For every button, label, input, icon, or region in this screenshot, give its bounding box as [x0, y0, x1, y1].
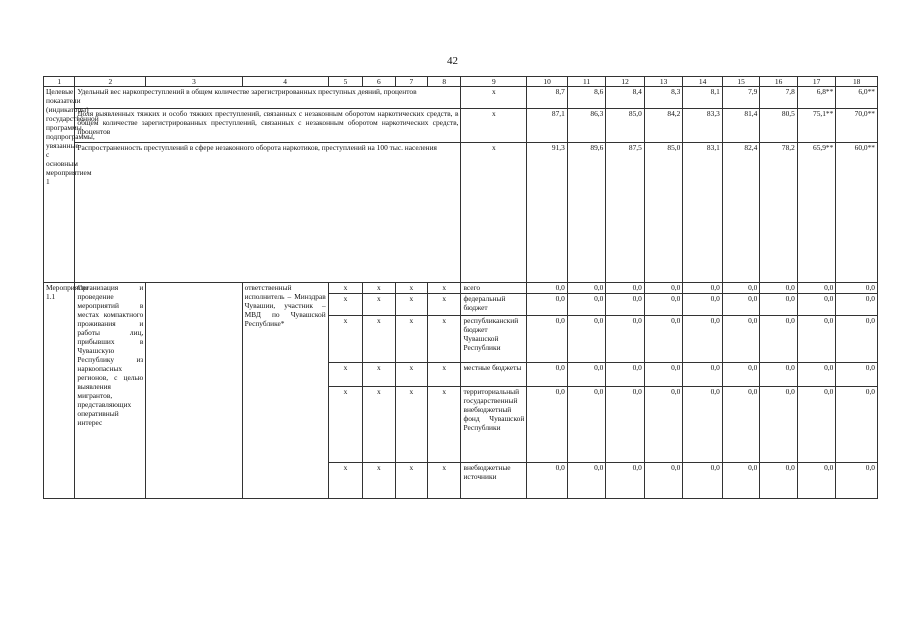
- funding-value: 0,0: [606, 294, 645, 316]
- funding-value: 0,0: [527, 283, 568, 294]
- program-table: [43, 76, 878, 499]
- funding-value: 0,0: [683, 363, 723, 387]
- indicator-value: 8,3: [644, 87, 683, 109]
- funding-code: x: [395, 283, 427, 294]
- funding-source: местные бюджеты: [461, 363, 527, 387]
- funding-value: 0,0: [567, 463, 606, 499]
- indicator-value: 60,0**: [836, 143, 878, 283]
- funding-code: x: [363, 387, 395, 463]
- funding-code: x: [395, 463, 427, 499]
- funding-code: x: [428, 294, 461, 316]
- funding-code: x: [395, 387, 427, 463]
- indicator-value: 85,0: [644, 143, 683, 283]
- funding-value: 0,0: [797, 283, 836, 294]
- funding-value: 0,0: [606, 387, 645, 463]
- indicator-value: 83,1: [683, 143, 723, 283]
- indicator-value: 84,2: [644, 109, 683, 143]
- funding-value: 0,0: [606, 283, 645, 294]
- indicator-value: 82,4: [722, 143, 759, 283]
- funding-value: 0,0: [836, 316, 878, 363]
- indicator-x: x: [461, 87, 527, 109]
- funding-value: 0,0: [527, 316, 568, 363]
- funding-value: 0,0: [760, 363, 797, 387]
- measure-name: Организация и проведение мероприятий в местах компактного проживания и работы лиц, прибывших в Чувашскую Республику из наркоопасных регионов, с целью выявления мигрантов, представляющих оперативный интерес: [75, 283, 146, 499]
- column-number: 14: [683, 77, 723, 87]
- column-number: 16: [760, 77, 797, 87]
- indicator-text: Доля выявленных тяжких и особо тяжких преступлений, связанных с незаконным оборотом наркотических средств, в общем количестве зарегистрированных преступлений, связанных с незаконным оборотом наркотических средств, процентов: [75, 109, 461, 143]
- funding-value: 0,0: [760, 283, 797, 294]
- indicator-value: 85,0: [606, 109, 645, 143]
- funding-source: республиканский бюджет Чувашской Республики: [461, 316, 527, 363]
- funding-value: 0,0: [722, 463, 759, 499]
- indicator-value: 78,2: [760, 143, 797, 283]
- indicator-value: 70,0**: [836, 109, 878, 143]
- column-number: 7: [395, 77, 427, 87]
- indicator-value: 8,1: [683, 87, 723, 109]
- funding-value: 0,0: [644, 363, 683, 387]
- measure-responsible: ответственный исполнитель – Минздрав Чувашии, участник – МВД по Чувашской Республике*: [242, 283, 328, 499]
- funding-value: 0,0: [797, 294, 836, 316]
- indicator-value: 75,1**: [797, 109, 836, 143]
- funding-code: x: [363, 463, 395, 499]
- column-number: 10: [527, 77, 568, 87]
- column-number: 5: [328, 77, 362, 87]
- indicator-value: 86,3: [567, 109, 606, 143]
- indicator-value: 8,4: [606, 87, 645, 109]
- indicator-value: 65,9**: [797, 143, 836, 283]
- table-body: [44, 77, 878, 499]
- funding-value: 0,0: [527, 387, 568, 463]
- funding-value: 0,0: [836, 294, 878, 316]
- measure-label: Мероприятие 1.1: [44, 283, 75, 499]
- funding-row: [44, 283, 878, 294]
- funding-value: 0,0: [644, 294, 683, 316]
- indicator-value: 91,3: [527, 143, 568, 283]
- funding-code: x: [328, 363, 362, 387]
- column-number: 9: [461, 77, 527, 87]
- funding-value: 0,0: [722, 363, 759, 387]
- page-number: 42: [447, 55, 458, 67]
- funding-value: 0,0: [606, 363, 645, 387]
- funding-code: x: [363, 316, 395, 363]
- column-number: 3: [146, 77, 242, 87]
- funding-source: федеральный бюджет: [461, 294, 527, 316]
- indicator-row: [44, 143, 878, 283]
- funding-value: 0,0: [797, 463, 836, 499]
- funding-value: 0,0: [644, 316, 683, 363]
- funding-value: 0,0: [722, 283, 759, 294]
- funding-value: 0,0: [722, 387, 759, 463]
- funding-value: 0,0: [683, 387, 723, 463]
- funding-code: x: [395, 316, 427, 363]
- funding-value: 0,0: [797, 387, 836, 463]
- indicator-value: 8,7: [527, 87, 568, 109]
- funding-value: 0,0: [567, 283, 606, 294]
- funding-value: 0,0: [683, 283, 723, 294]
- column-number: 18: [836, 77, 878, 87]
- indicator-value: 81,4: [722, 109, 759, 143]
- indicator-row: [44, 109, 878, 143]
- funding-value: 0,0: [683, 463, 723, 499]
- indicator-value: 89,6: [567, 143, 606, 283]
- indicator-value: 80,5: [760, 109, 797, 143]
- column-number: 17: [797, 77, 836, 87]
- funding-source: территориальный государственный внебюджетный фонд Чувашской Республики: [461, 387, 527, 463]
- funding-code: x: [328, 387, 362, 463]
- indicator-value: 7,8: [760, 87, 797, 109]
- indicator-x: x: [461, 109, 527, 143]
- funding-value: 0,0: [797, 316, 836, 363]
- column-numbers-row: [44, 77, 878, 87]
- funding-code: x: [328, 316, 362, 363]
- funding-code: x: [395, 294, 427, 316]
- indicator-value: 6,0**: [836, 87, 878, 109]
- funding-value: 0,0: [527, 463, 568, 499]
- funding-value: 0,0: [760, 316, 797, 363]
- funding-value: 0,0: [644, 283, 683, 294]
- indicators-label: Целевые показатели (индикаторы) государственной программы, подпрограммы, увязанные с основным мероприятием 1: [44, 87, 75, 283]
- funding-value: 0,0: [606, 316, 645, 363]
- measure-empty-cell: [146, 283, 242, 499]
- indicator-text: Удельный вес наркопреступлений в общем количестве зарегистрированных преступных деяний, процентов: [75, 87, 461, 109]
- column-number: 2: [75, 77, 146, 87]
- funding-value: 0,0: [567, 363, 606, 387]
- funding-value: 0,0: [836, 283, 878, 294]
- funding-code: x: [428, 387, 461, 463]
- column-number: 4: [242, 77, 328, 87]
- column-number: 13: [644, 77, 683, 87]
- funding-value: 0,0: [760, 387, 797, 463]
- column-number: 1: [44, 77, 75, 87]
- funding-value: 0,0: [797, 363, 836, 387]
- funding-value: 0,0: [527, 294, 568, 316]
- funding-value: 0,0: [760, 294, 797, 316]
- funding-code: x: [328, 283, 362, 294]
- funding-code: x: [328, 463, 362, 499]
- funding-value: 0,0: [567, 294, 606, 316]
- column-number: 11: [567, 77, 606, 87]
- indicator-value: 6,8**: [797, 87, 836, 109]
- funding-code: x: [395, 363, 427, 387]
- funding-value: 0,0: [683, 294, 723, 316]
- funding-value: 0,0: [683, 316, 723, 363]
- indicator-value: 87,1: [527, 109, 568, 143]
- funding-code: x: [363, 363, 395, 387]
- column-number: 6: [363, 77, 395, 87]
- funding-value: 0,0: [606, 463, 645, 499]
- funding-source: внебюджетные источники: [461, 463, 527, 499]
- indicator-value: 83,3: [683, 109, 723, 143]
- funding-value: 0,0: [760, 463, 797, 499]
- funding-code: x: [428, 316, 461, 363]
- indicator-x: x: [461, 143, 527, 283]
- funding-value: 0,0: [722, 294, 759, 316]
- funding-code: x: [363, 283, 395, 294]
- column-number: 8: [428, 77, 461, 87]
- funding-value: 0,0: [836, 387, 878, 463]
- indicator-value: 87,5: [606, 143, 645, 283]
- indicator-row: [44, 87, 878, 109]
- column-number: 12: [606, 77, 645, 87]
- column-number: 15: [722, 77, 759, 87]
- funding-source: всего: [461, 283, 527, 294]
- indicator-text: Распространенность преступлений в сфере незаконного оборота наркотиков, преступлений на 100 тыс. населения: [75, 143, 461, 283]
- funding-value: 0,0: [836, 463, 878, 499]
- funding-code: x: [428, 283, 461, 294]
- funding-value: 0,0: [567, 387, 606, 463]
- funding-code: x: [428, 463, 461, 499]
- funding-value: 0,0: [644, 387, 683, 463]
- funding-value: 0,0: [644, 463, 683, 499]
- funding-code: x: [428, 363, 461, 387]
- funding-code: x: [363, 294, 395, 316]
- indicator-value: 7,9: [722, 87, 759, 109]
- indicator-value: 8,6: [567, 87, 606, 109]
- funding-value: 0,0: [722, 316, 759, 363]
- funding-value: 0,0: [567, 316, 606, 363]
- funding-code: x: [328, 294, 362, 316]
- funding-value: 0,0: [836, 363, 878, 387]
- funding-value: 0,0: [527, 363, 568, 387]
